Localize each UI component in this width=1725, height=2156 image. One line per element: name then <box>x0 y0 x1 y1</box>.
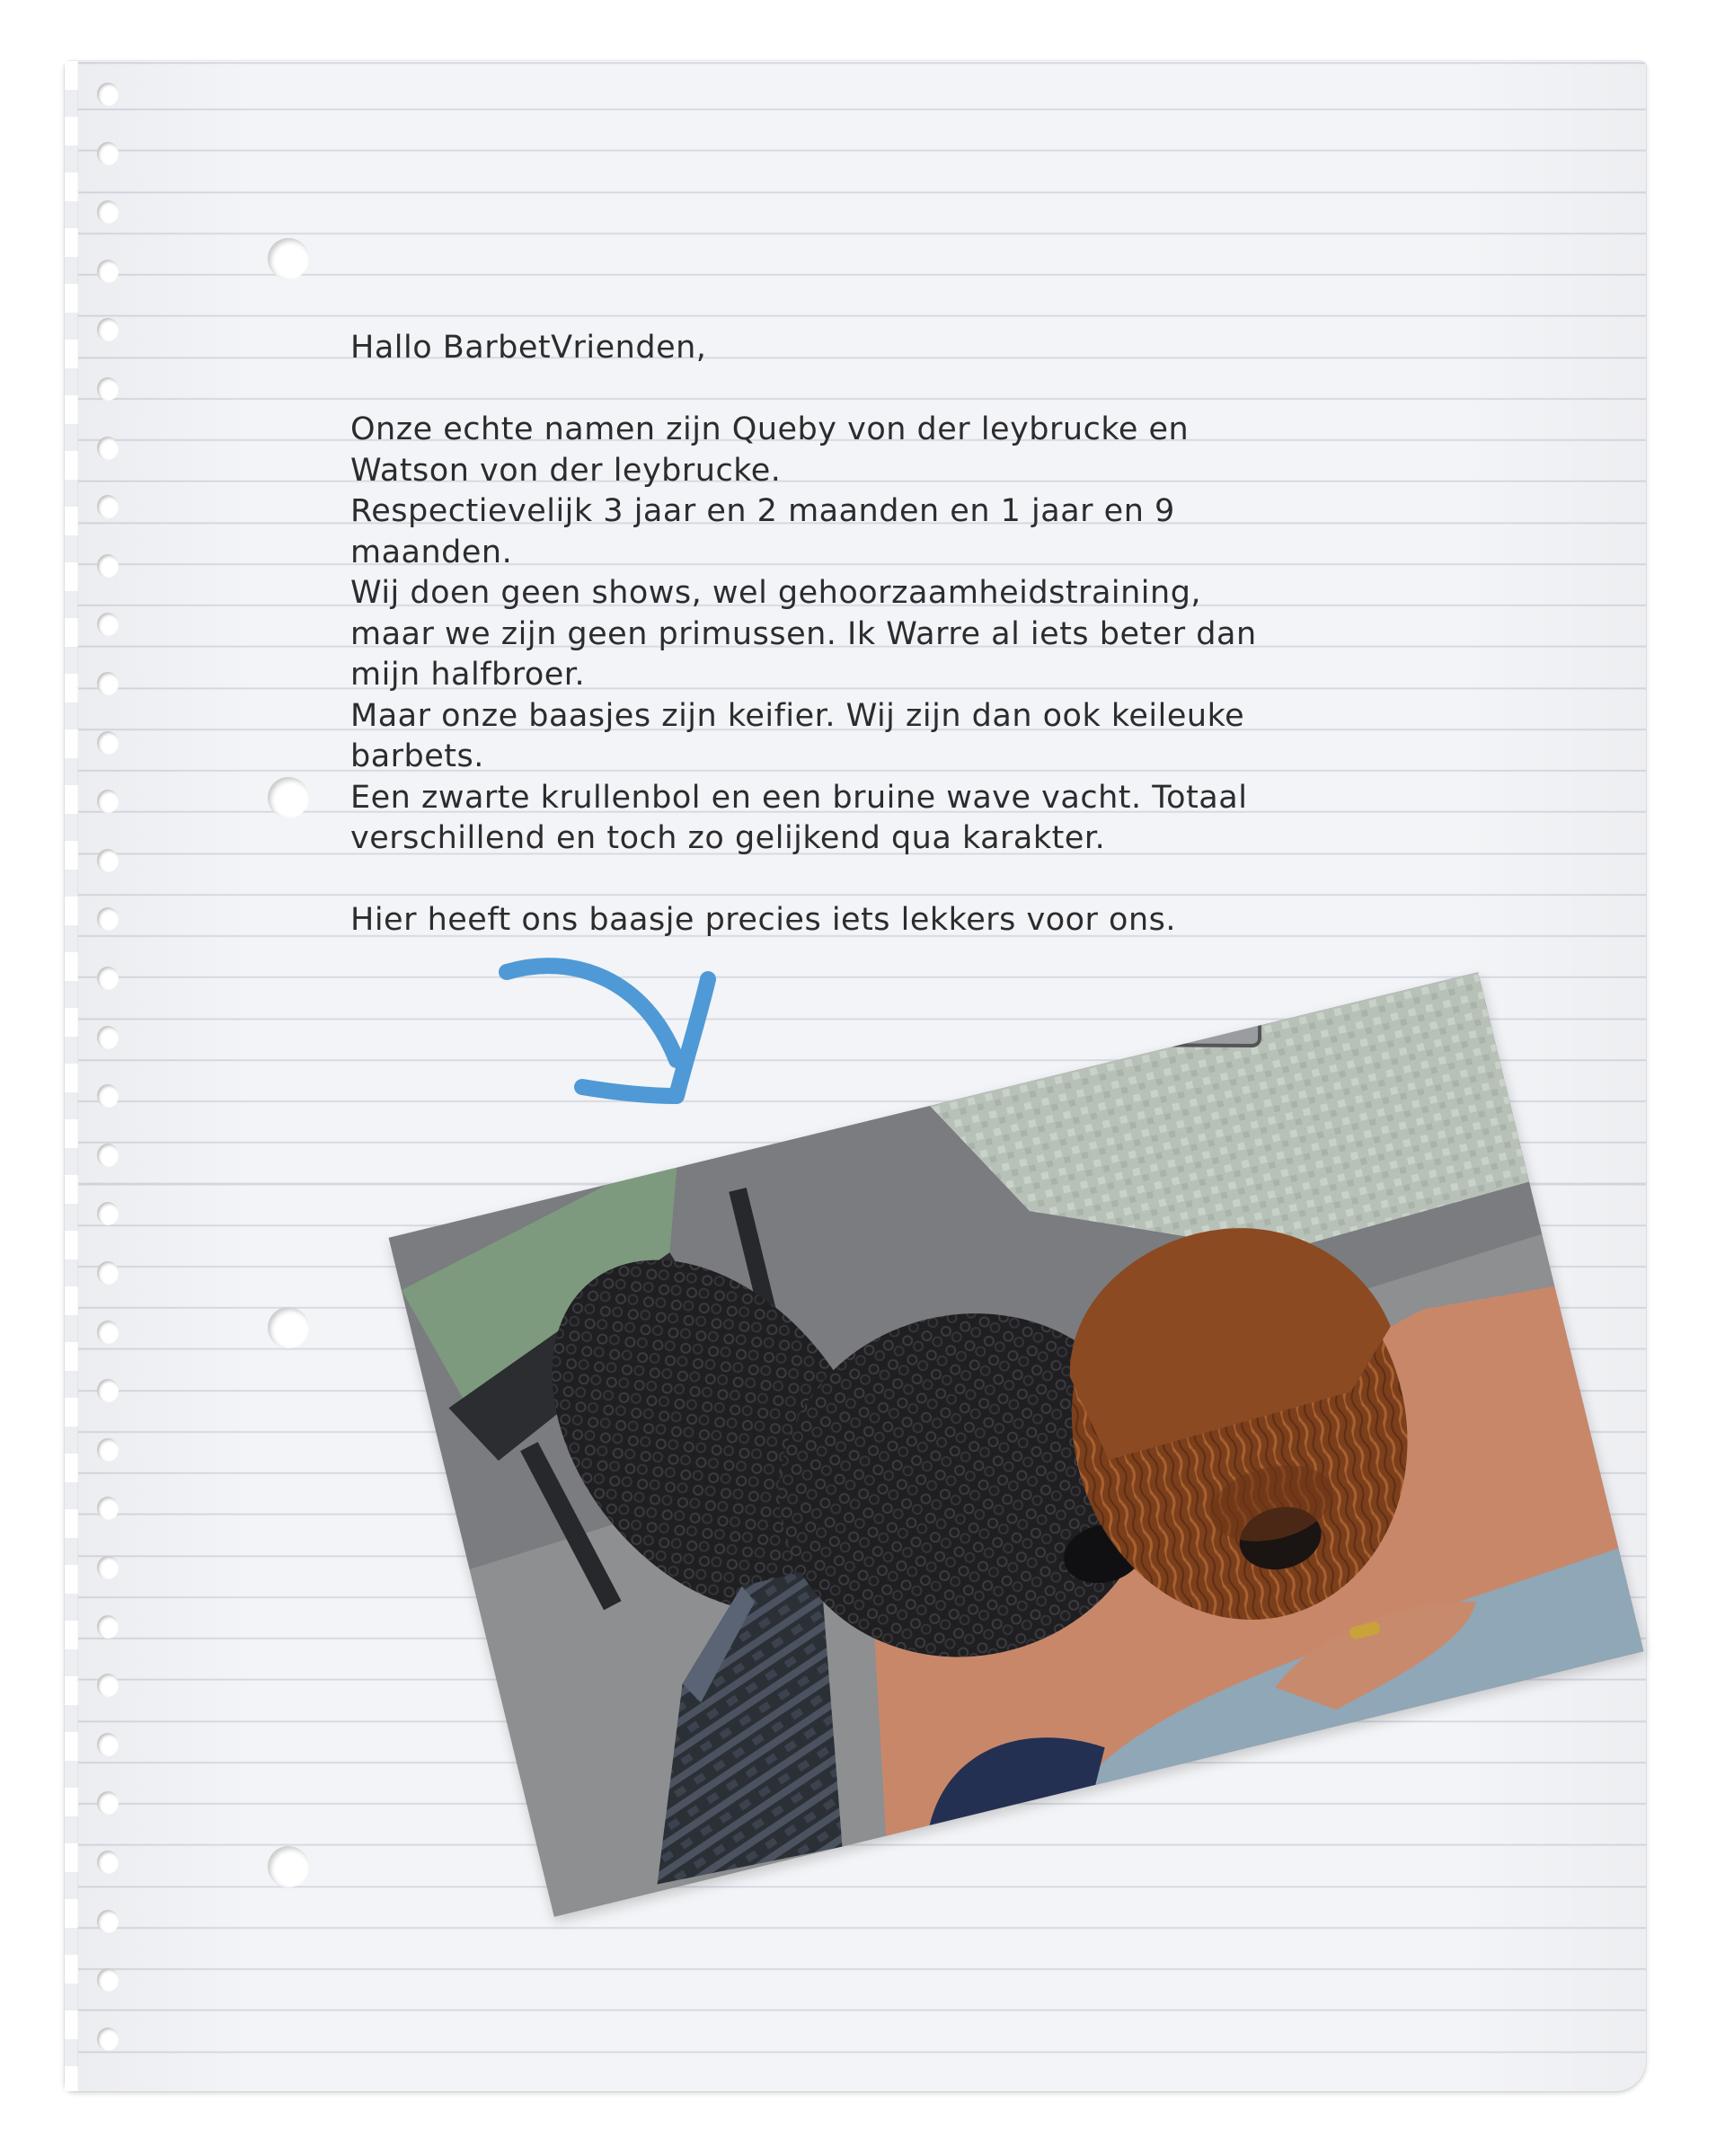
spiral-hole <box>97 849 119 872</box>
spiral-hole <box>97 1674 119 1697</box>
spiral-hole <box>97 1321 119 1344</box>
blank-line <box>350 369 1339 411</box>
spiral-hole <box>97 1851 119 1874</box>
spiral-hole <box>97 142 119 165</box>
spiral-hole <box>97 672 119 695</box>
curved-arrow-icon <box>492 952 726 1118</box>
spiral-hole <box>97 437 119 460</box>
spiral-hole <box>97 1556 119 1579</box>
spiral-hole <box>97 1497 119 1520</box>
spiral-hole <box>97 1261 119 1285</box>
spiral-hole <box>97 1144 119 1167</box>
spiral-hole <box>97 554 119 578</box>
greeting: Hallo BarbetVrienden, <box>350 330 707 366</box>
closing-line: Hier heeft ons baasje precies iets lekkers voor ons. <box>350 902 1176 938</box>
spiral-hole <box>97 731 119 755</box>
letter-line: maanden. <box>350 534 513 570</box>
spiral-hole <box>97 1438 119 1462</box>
spiral-hole <box>97 377 119 401</box>
blank-line <box>350 860 1339 901</box>
letter-line: maar we zijn geen primussen. Ik Warre al iets beter dan <box>350 615 1257 652</box>
punch-hole <box>268 1307 309 1348</box>
spiral-hole <box>97 1379 119 1402</box>
spiral-hole <box>97 260 119 283</box>
spiral-hole <box>97 1202 119 1225</box>
letter-line: Wij doen geen shows, wel gehoorzaamheidstraining, <box>350 575 1202 611</box>
spiral-hole <box>97 1791 119 1815</box>
spiral-hole <box>97 1733 119 1756</box>
letter-line: Maar onze baasjes zijn keifier. Wij zijn dan ook keileuke <box>350 697 1245 734</box>
spiral-hole <box>97 2028 119 2051</box>
spiral-hole <box>97 1026 119 1049</box>
punch-hole <box>268 238 309 279</box>
letter-line: Een zwarte krullenbol en een bruine wave vacht. Totaal <box>350 779 1248 816</box>
spiral-hole <box>97 613 119 636</box>
punch-hole <box>268 777 309 818</box>
punch-hole <box>268 1846 309 1887</box>
spiral-hole <box>97 83 119 106</box>
letter-line: verschillend en toch zo gelijkend qua karakter. <box>350 820 1106 856</box>
letter-line: Watson von der leybrucke. <box>350 452 782 489</box>
spiral-hole <box>97 200 119 224</box>
spiral-hole <box>97 1910 119 1933</box>
letter-line: Onze echte namen zijn Queby von der leybrucke en <box>350 411 1190 447</box>
spiral-hole <box>97 1968 119 1992</box>
spiral-hole <box>97 967 119 990</box>
letter-body <box>350 328 1339 941</box>
spiral-hole <box>97 1084 119 1108</box>
letter-line: mijn halfbroer. <box>350 657 586 693</box>
spiral-hole <box>97 1615 119 1639</box>
letter-line: Respectievelijk 3 jaar en 2 maanden en 1 jaar en 9 <box>350 493 1175 529</box>
letter-line: barbets. <box>350 738 484 774</box>
spiral-hole <box>97 790 119 813</box>
spiral-hole <box>97 318 119 341</box>
spiral-hole <box>97 907 119 931</box>
spiral-hole <box>97 495 119 518</box>
